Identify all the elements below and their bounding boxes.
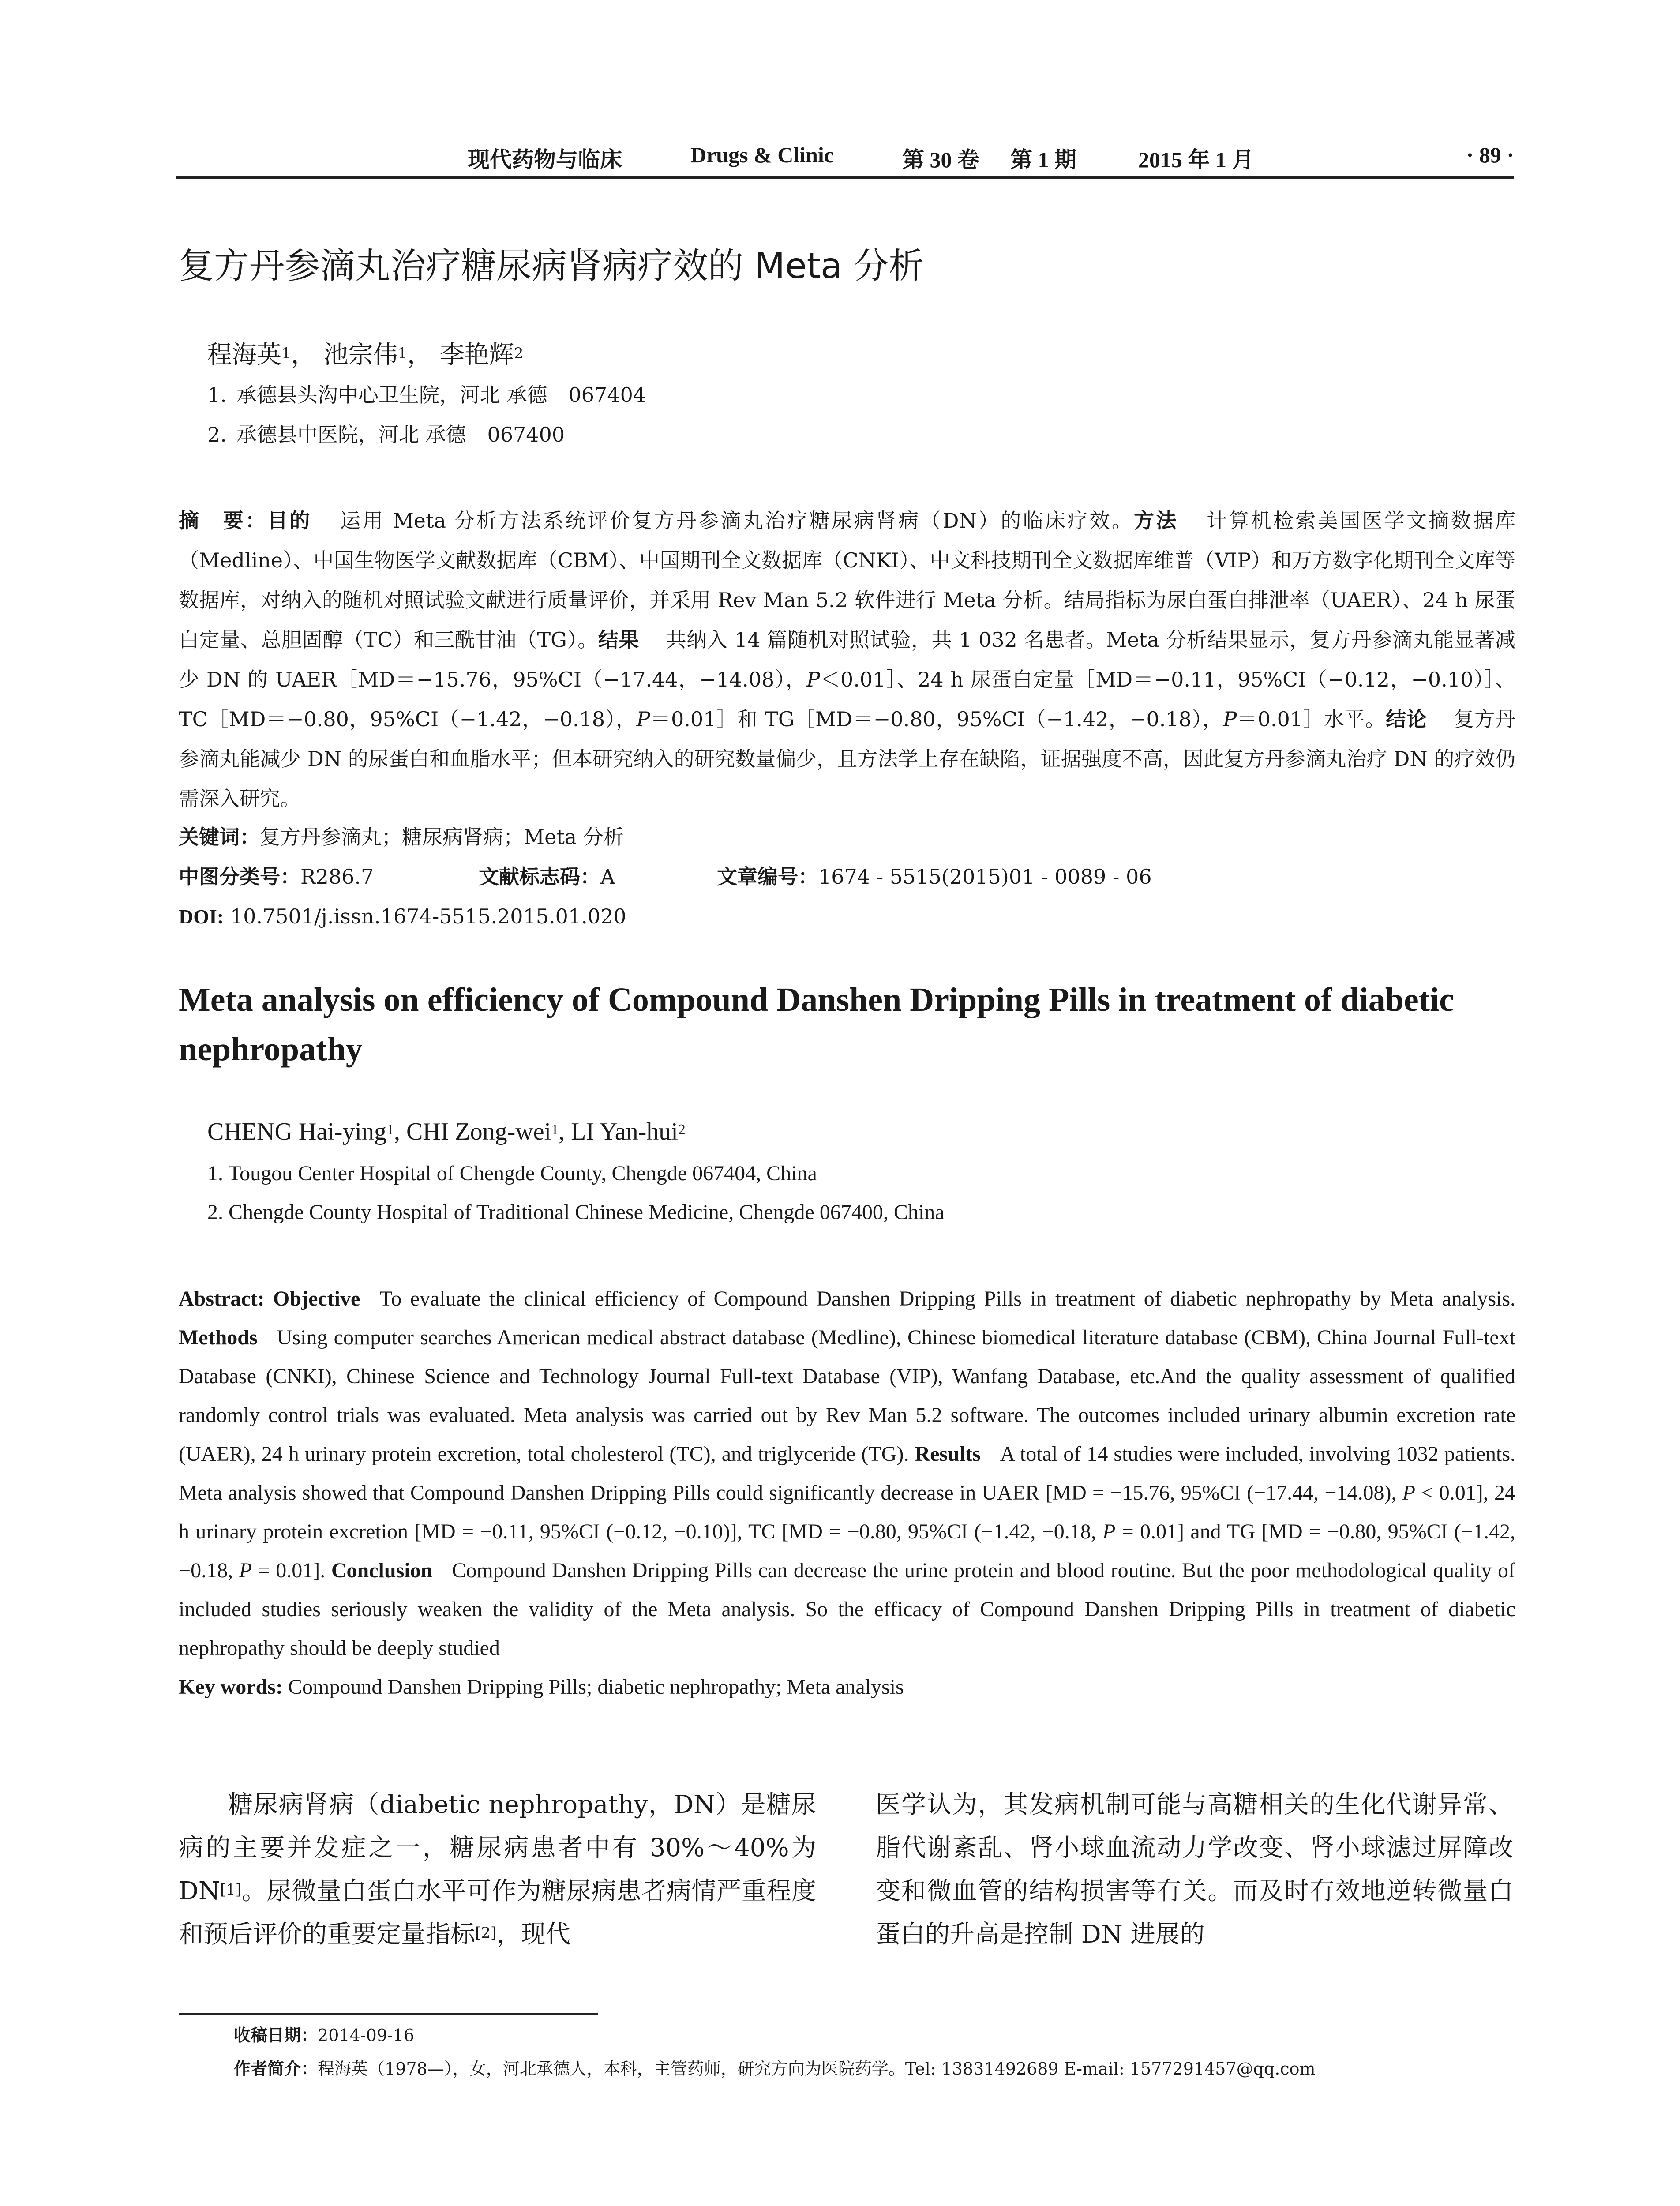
keywords-label: 关键词： xyxy=(179,825,260,849)
author-name: LI Yan-hui xyxy=(571,1118,678,1145)
methods-text: Using computer searches American medical abstract database (Medline), Chinese biomedical literature database (CBM), China Journal Full-text Database (CNKI), Chinese Science and Technology Journal Full-text Database (VIP), Wanfang Database, etc.And the quality assessment of qualified randomly control trials was evaluated. Meta analysis was carried out by Rev Man 5.2 software. The outcomes included urinary albumin excretion rate (UAER), 24 h urinary protein excretion, total cholesterol (TC), and triglyceride (TG). xyxy=(179,1326,1515,1466)
methods-label: Methods xyxy=(179,1326,258,1349)
clc-label: 中图分类号： xyxy=(179,865,300,889)
abstract-label: 摘 要： xyxy=(179,509,268,533)
received-label: 收稿日期： xyxy=(234,2026,318,2045)
author-separator: , xyxy=(559,1118,571,1145)
english-affiliation-2: 2. Chengde County Hospital of Traditional Chinese Medicine, Chengde 067400, China xyxy=(207,1201,945,1224)
p-symbol: P xyxy=(636,707,650,731)
english-affiliation-1: 1. Tougou Center Hospital of Chengde County, Chengde 067404, China xyxy=(207,1162,817,1185)
page-number: · 89 · xyxy=(1466,143,1514,167)
doccode-label: 文献标志码： xyxy=(479,865,600,889)
chinese-affiliation-2 xyxy=(207,419,565,450)
methods-text: 计算机检索美国医学文摘数据库（Medline）、中国生物医学文献数据库（CBM）、中国期刊全文数据库（CNKI）、中文科技期刊全文数据库维普（VIP）和万方数字化期刊全文库等数据库，对纳入的随机对照试验文献进行质量评价，并采用 Rev Man 5.2 软件进行 Meta 分析。结局指标为尿白蛋白排泄率（UAER）、24 h 尿蛋白定量、总胆固醇（TC）和三酰甘油（TG）。 xyxy=(179,509,1516,652)
header-rule xyxy=(176,176,1514,179)
author-affiliation-mark: 1 xyxy=(398,345,408,362)
issue-date: 2015 年 1 月 xyxy=(1138,147,1254,172)
author-name: CHI Zong-wei xyxy=(406,1118,551,1145)
footnote-rule xyxy=(179,2013,598,2015)
chinese-keywords xyxy=(179,817,624,857)
author-name: CHENG Hai-ying xyxy=(207,1118,386,1145)
author-name: 池宗伟 xyxy=(323,341,398,369)
issue-number: 第 1 期 xyxy=(1010,147,1076,172)
clc-field xyxy=(179,857,374,897)
affiliation-number: 1. xyxy=(207,383,227,407)
body-text: ，现代 xyxy=(496,1920,571,1949)
results-label: Results xyxy=(915,1442,981,1466)
affiliation-text: 承德县头沟中心卫生院，河北 承德 xyxy=(236,383,548,407)
author-affiliation-mark: 1 xyxy=(386,1122,394,1138)
results-text: < 0.01], 24 h urinary protein excretion [MD = −0.11, 95%CI (−0.12, −0.10)], TC [MD = −0.80, 95%CI (−1.42, −0.18, xyxy=(179,1481,1516,1543)
volume-number: 第 30 卷 xyxy=(902,147,979,172)
author-bio-note xyxy=(234,2054,1316,2083)
p-symbol: P xyxy=(1102,1520,1116,1543)
citation-ref: [2] xyxy=(475,1924,497,1942)
results-text: ＝0.01］水平。 xyxy=(1237,707,1386,731)
bio-label: 作者简介： xyxy=(234,2059,318,2078)
keywords-text: 复方丹参滴丸；糖尿病肾病；Meta 分析 xyxy=(260,825,624,849)
methods-label: 方法 xyxy=(1134,509,1178,533)
english-title: Meta analysis on efficiency of Compound Danshen Dripping Pills in treatment of diabetic nephropathy xyxy=(179,981,1454,1068)
chinese-affiliation-1 xyxy=(207,379,646,410)
results-text: ＜0.01］、24 h 尿蛋白定量［MD＝−0.11，95%CI（−0.12，−0.10）］、TC［MD＝−0.80，95%CI（−1.42，−0.18）， xyxy=(179,668,1515,731)
received-date: 2014-09-16 xyxy=(318,2026,415,2045)
author-separator: ， xyxy=(291,341,316,369)
affiliation-text: 承德县中医院，河北 承德 xyxy=(236,423,466,446)
p-symbol: P xyxy=(239,1559,252,1582)
body-text: 糖尿病肾病（diabetic nephropathy，DN）是糖尿病的主要并发症之一，糖尿病患者中有 30%～40%为 DN xyxy=(179,1790,816,1906)
author-name: 程海英 xyxy=(207,341,281,369)
affiliation-number: 2. xyxy=(207,423,227,446)
results-text: = 0.01] and TG [MD = −0.80, 95%CI (−1.42, −0.18, xyxy=(179,1520,1516,1582)
objective-text: To evaluate the clinical efficiency of Compound Danshen Dripping Pills in treatment of diabetic nephropathy by Meta analysis. xyxy=(379,1287,1516,1310)
conclusion-text: 复方丹参滴丸能减少 DN 的尿蛋白和血脂水平；但本研究纳入的研究数量偏少，且方法学上存在缺陷，证据强度不高，因此复方丹参滴丸治疗 DN 的疗效仍需深入研究。 xyxy=(179,707,1515,810)
article-number-label: 文章编号： xyxy=(717,865,818,889)
author-affiliation-mark: 2 xyxy=(678,1122,686,1138)
conclusion-text: Compound Danshen Dripping Pills can decrease the urine protein and blood routine. But the poor methodological quality of included studies seriously weaken the validity of the Meta analysis. So the efficacy of Compound Danshen Dripping Pills in treatment of diabetic nephropathy should be deeply studied xyxy=(179,1559,1516,1660)
citation-ref: [1] xyxy=(220,1881,242,1898)
postal-code: 067404 xyxy=(568,383,646,407)
running-header xyxy=(176,140,1514,178)
author-affiliation-mark: 1 xyxy=(281,345,291,362)
author-name: 李艳辉 xyxy=(439,341,514,369)
chinese-abstract xyxy=(179,501,1515,818)
body-column-left xyxy=(179,1783,816,1956)
doi-value: 10.7501/j.issn.1674-5515.2015.01.020 xyxy=(230,904,626,928)
doccode-value: A xyxy=(600,865,615,889)
author-separator: ， xyxy=(407,341,432,369)
article-number-field xyxy=(717,857,1152,897)
author-affiliation-mark: 2 xyxy=(514,345,524,362)
doi-line xyxy=(179,897,626,937)
keywords-text: Compound Danshen Dripping Pills; diabetic nephropathy; Meta analysis xyxy=(288,1675,904,1699)
abstract-label: Abstract: xyxy=(179,1287,265,1310)
results-text: 共纳入 14 篇随机对照试验，共 1 032 名患者。Meta 分析结果显示，复方丹参滴丸能显著减少 DN 的 UAER［MD＝−15.76，95%CI（−17.44，−14.08）， xyxy=(179,628,1515,691)
conclusion-label: 结论 xyxy=(1386,707,1427,731)
body-text: 。尿微量白蛋白水平可作为糖尿病患者病情严重程度和预后评价的重要定量指标 xyxy=(179,1877,816,1949)
body-column-right: 医学认为，其发病机制可能与高糖相关的生化代谢异常、脂代谢紊乱、肾小球血流动力学改变、肾小球滤过屏障改变和微血管的结构损害等有关。而及时有效地逆转微量白蛋白的升高是控制 DN 进展的 xyxy=(876,1790,1513,1949)
objective-text: 运用 Meta 分析方法系统评价复方丹参滴丸治疗糖尿病肾病（DN）的临床疗效。 xyxy=(338,509,1134,533)
english-authors xyxy=(207,1114,686,1149)
results-text: A total of 14 studies were included, involving 1032 patients. Meta analysis showed that Compound Danshen Dripping Pills could significantly decrease in UAER [MD = −15.76, 95%CI (−17.44, −14.08), xyxy=(179,1442,1516,1504)
english-abstract xyxy=(179,1279,1515,1707)
received-date-note xyxy=(234,2021,414,2050)
conclusion-label: Conclusion xyxy=(331,1559,433,1582)
classification-line xyxy=(179,857,1502,897)
chinese-title: 复方丹参滴丸治疗糖尿病肾病疗效的 Meta 分析 xyxy=(179,245,924,286)
objective-label: Objective xyxy=(273,1287,360,1310)
author-affiliation-mark: 1 xyxy=(551,1122,559,1138)
results-text: = 0.01]. xyxy=(258,1559,326,1582)
p-symbol: P xyxy=(806,668,820,691)
doccode-field xyxy=(479,857,615,897)
postal-code: 067400 xyxy=(487,423,565,446)
bio-text: 程海英（1978—），女，河北承德人，本科，主管药师，研究方向为医院药学。Tel: 13831492689 E-mail: 1577291457@qq.com xyxy=(318,2059,1316,2078)
keywords-label: Key words: xyxy=(179,1675,283,1699)
clc-value: R286.7 xyxy=(300,865,374,889)
author-separator: , xyxy=(394,1118,406,1145)
objective-label: 目的 xyxy=(267,509,312,533)
p-symbol: P xyxy=(1223,707,1237,731)
chinese-authors xyxy=(207,335,524,375)
article-number-value: 1674 - 5515(2015)01 - 0089 - 06 xyxy=(818,865,1152,889)
results-text: ＝0.01］和 TG［MD＝−0.80，95%CI（−1.42，−0.18）， xyxy=(650,707,1223,731)
journal-name-en: Drugs & Clinic xyxy=(690,143,834,167)
p-symbol: P xyxy=(1402,1481,1416,1504)
doi-label: DOI: xyxy=(179,905,224,928)
results-label: 结果 xyxy=(598,628,640,652)
journal-name-cn: 现代药物与临床 xyxy=(468,147,622,172)
